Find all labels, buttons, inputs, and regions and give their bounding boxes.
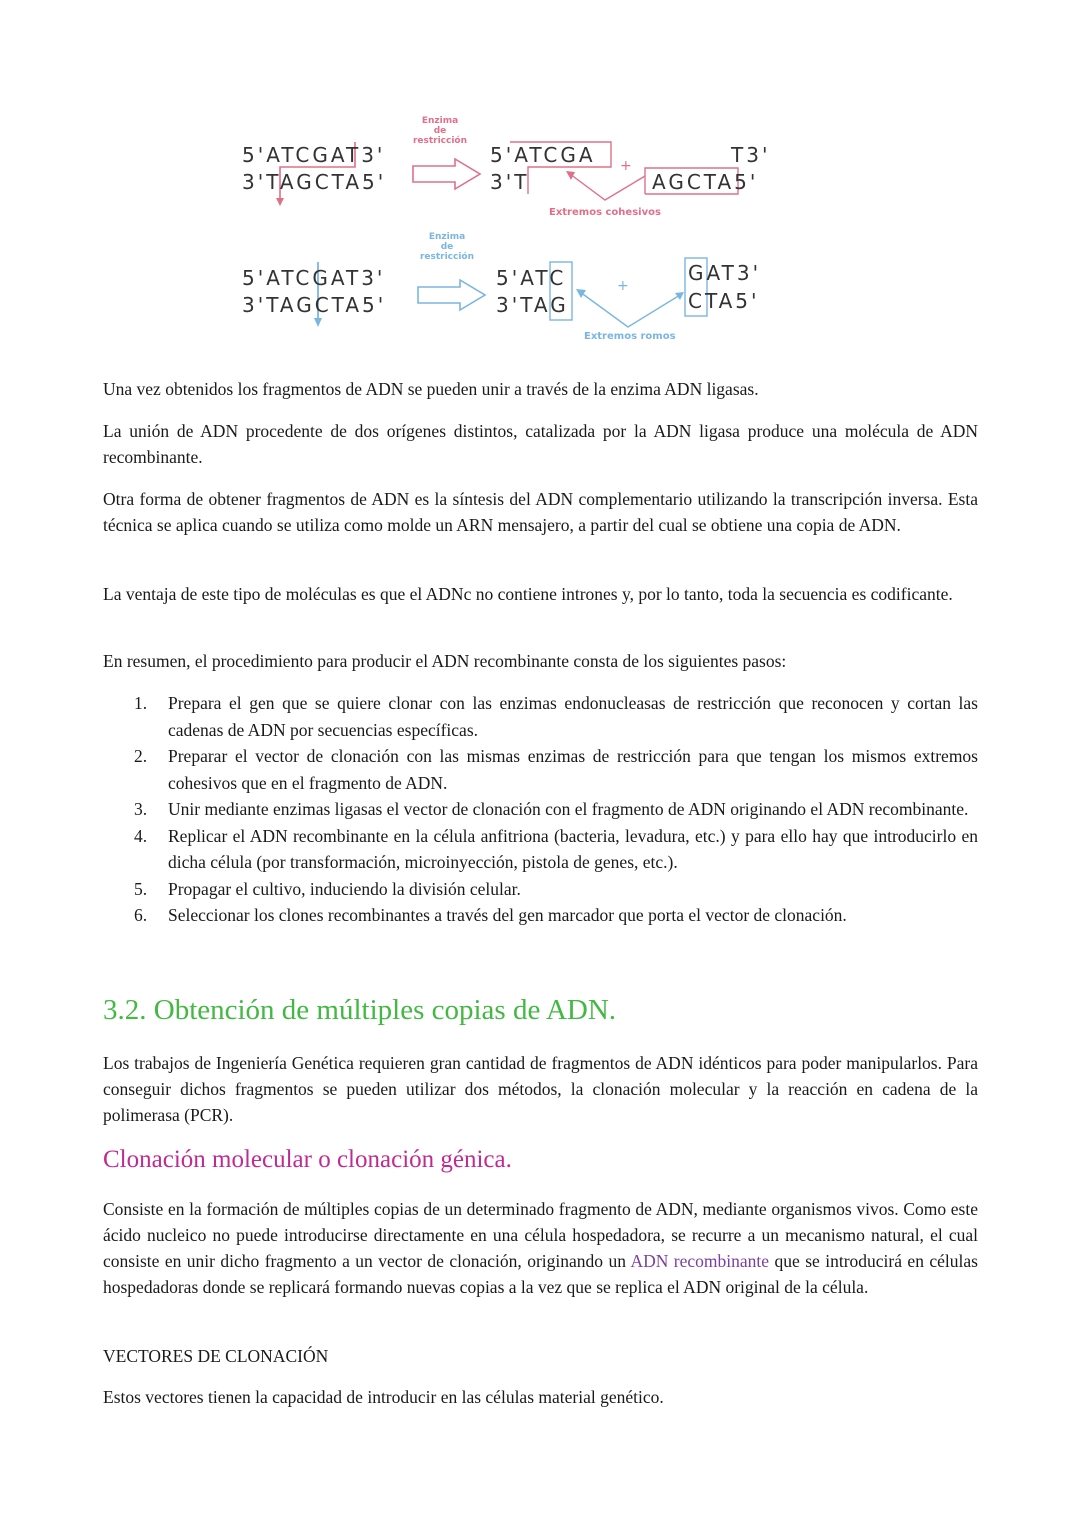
blunt-arrow — [418, 280, 485, 310]
cloning-text-after: que se introducirá en células hospedadoras donde se replicará formando nuevas copias a la vez que se replica el ADN original de la célula. — [103, 1251, 978, 1297]
step-text: Preparar el vector de clonación con las mismas enzimas de restricción para que tengan los mismos extremos cohesivos que en el fragmento de ADN. — [168, 746, 978, 793]
step-text: Propagar el cultivo, induciendo la división celular. — [168, 878, 521, 899]
list-item — [134, 743, 978, 796]
sticky-input-top-strand: 5'ATCGAT3' — [242, 143, 386, 167]
vectors-title: VECTORES DE CLONACIÓN — [103, 1346, 329, 1366]
paragraph-vectors: Estos vectores tienen la capacidad de introducir en las células material genético. — [103, 1387, 664, 1407]
sticky-right-bottom-strand: AGCTA5' — [652, 170, 759, 194]
recombinant-dna-link[interactable]: ADN recombinante — [630, 1251, 770, 1271]
step-number: 6. — [134, 905, 148, 925]
blunt-right-top-strand: GAT3' — [688, 261, 762, 285]
paragraph-recombinant-union: La unión de ADN procedente de dos orígenes distintos, catalizada por la ADN ligasa produce una molécula de ADN recombinante. — [103, 421, 978, 467]
list-item — [134, 823, 978, 876]
step-text: Replicar el ADN recombinante en la célula anfitriona (bacteria, levadura, etc.) y para ello hay que introducirlo en dicha célula (por transformación, microinyección, pistola de genes, etc.). — [168, 825, 978, 872]
sticky-left-top-strand: 5'ATCGA — [490, 143, 596, 167]
paragraph-cdna-advantage: La ventaja de este tipo de moléculas es que el ADNc no contiene intrones y, por lo tanto, toda la secuencia es codificante. — [103, 584, 953, 604]
sticky-arrow — [413, 159, 480, 189]
blunt-ends-pointer — [580, 292, 680, 327]
list-item — [134, 796, 978, 823]
sticky-right-top-strand: T3' — [731, 143, 771, 167]
list-item — [134, 690, 978, 743]
paragraph-molecular-cloning — [103, 1196, 978, 1300]
sticky-ends-pointer — [570, 174, 645, 200]
step-number: 3. — [134, 799, 148, 819]
sticky-plus-sign: + — [620, 158, 635, 174]
section-heading: 3.2. Obtención de múltiples copias de ADN. — [103, 994, 617, 1026]
blunt-enzyme-label: Enzima de restricción — [419, 232, 475, 262]
cloning-text-before: Consiste en la formación de múltiples copias de un determinado fragmento de ADN, mediante organismos vivos. Como este ácido nucleico no puede introducirse directamente en una célula hospedadora, se recurre a un mecanismo natural, el cual consiste en unir dicho fragmento a un vector de clonación, originando un — [103, 1199, 978, 1271]
subsection-heading: Clonación molecular o clonación génica. — [103, 1146, 512, 1173]
sticky-enzyme-label: Enzima de restricción — [412, 116, 468, 146]
paragraph-summary-intro: En resumen, el procedimiento para producir el ADN recombinante consta de los siguientes pasos: — [103, 651, 787, 671]
step-number: 1. — [134, 693, 148, 713]
blunt-left-top-strand: 5'ATC — [496, 266, 567, 290]
step-text: Seleccionar los clones recombinantes a través del gen marcador que porta el vector de clonación. — [168, 905, 847, 925]
blunt-ends-label: Extremos romos — [584, 331, 676, 342]
step-number: 5. — [134, 878, 148, 899]
blunt-right-bottom-strand: CTA5' — [688, 289, 760, 313]
step-text: Prepara el gen que se quiere clonar con las enzimas endonucleasas de restricción que reconocen y cortan las cadenas de ADN por secuencias específicas. — [168, 693, 978, 740]
sticky-ends-label: Extremos cohesivos — [549, 207, 661, 218]
list-item — [134, 876, 978, 903]
procedure-steps-list — [134, 690, 978, 929]
paragraph-section-intro: Los trabajos de Ingeniería Genética requieren gran cantidad de fragmentos de ADN idénticos para poder manipularlos. Para conseguir dichos fragmentos se pueden utilizar dos métodos, la clonación molecular y la reacción en cadena de la polimerasa (PCR). — [103, 1053, 978, 1125]
step-number: 4. — [134, 825, 148, 846]
step-text: Unir mediante enzimas ligasas el vector de clonación con el fragmento de ADN originando el ADN recombinante. — [168, 799, 969, 819]
blunt-input-bottom-strand: 3'TAGCTA5' — [242, 293, 387, 317]
restriction-enzyme-diagram — [0, 0, 1080, 370]
blunt-plus-sign: + — [617, 278, 632, 294]
sticky-input-bottom-strand: 3'TAGCTA5' — [242, 170, 387, 194]
list-item — [134, 902, 978, 929]
sticky-left-bottom-strand: 3'T — [490, 170, 530, 194]
blunt-input-top-strand: 5'ATCGAT3' — [242, 266, 386, 290]
blunt-left-bottom-strand: 3'TAG — [496, 293, 569, 317]
paragraph-reverse-transcription: Otra forma de obtener fragmentos de ADN es la síntesis del ADN complementario utilizando la transcripción inversa. Esta técnica se aplica cuando se utiliza como molde un ARN mensajero, a partir del cual se obtiene una copia de ADN. — [103, 489, 978, 535]
paragraph-ligase: Una vez obtenidos los fragmentos de ADN se pueden unir a través de la enzima ADN ligasas. — [103, 379, 759, 399]
step-number: 2. — [134, 746, 148, 766]
